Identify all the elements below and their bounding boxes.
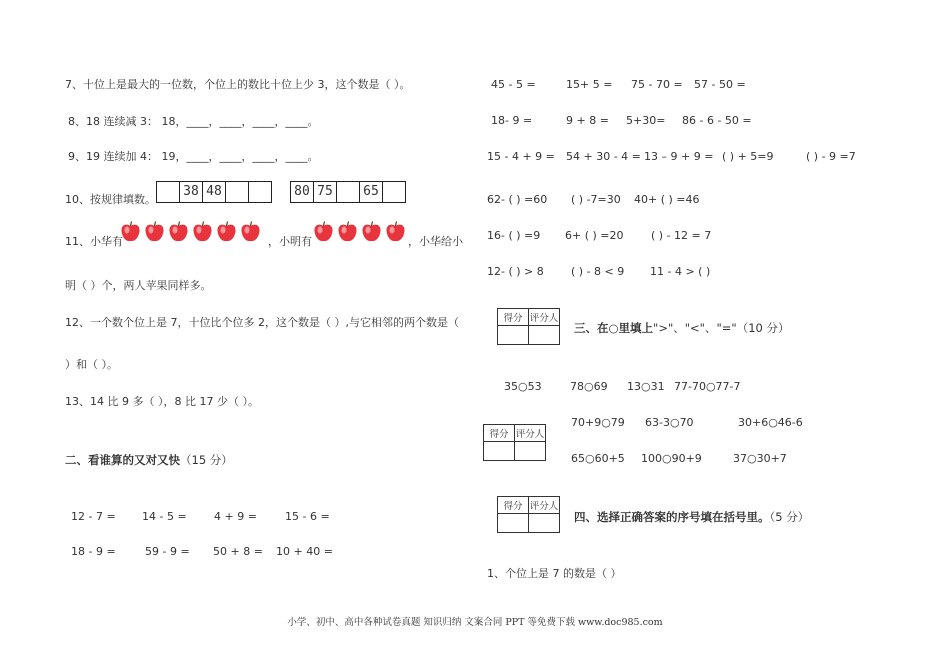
score-field[interactable] [498,326,529,345]
page-footer: 小学、初中、高中各种试卷真题 知识归纳 文案合同 PPT 等免费下载 www.doc985.com [287,617,663,628]
score-label: 得分 [498,309,529,326]
apple-icon [192,221,213,243]
sequence-cell: 65 [360,182,383,202]
calc-item: ( ) -7=30 [571,193,621,206]
compare-item: 77-70○77-7 [674,380,741,393]
sequence-box-2 [290,181,406,203]
sequence-cell[interactable] [383,182,405,202]
compare-item: 78○69 [570,380,608,393]
score-label: 得分 [498,497,529,514]
section-3-heading [574,321,790,335]
section-4-title: 四、选择正确答案的序号填在括号里。 [574,510,770,524]
sequence-cell[interactable] [157,182,180,202]
apple-icon [120,221,141,243]
calc-item: 10 + 40 = [276,545,333,558]
calc-item: 57 - 50 = [694,78,746,91]
sequence-cell[interactable] [337,182,360,202]
grader-field[interactable] [515,442,546,461]
score-field[interactable] [498,514,529,533]
question-11-line2: 明（ ）个，两人苹果同样多。 [65,279,212,292]
calc-item: 15 - 4 + 9 = [487,150,555,163]
calc-item: 75 - 70 = [631,78,683,91]
score-field[interactable] [484,442,515,461]
calc-item: 54 + 30 - 4 = [566,150,641,163]
calc-item: 13 – 9 + 9 = [644,150,714,163]
sequence-cell: 48 [203,182,226,202]
question-7: 7、十位上是最大的一位数，个位上的数比十位上少 3，这个数是（ ）。 [65,78,411,91]
calc-item: 15+ 5 = [566,78,613,91]
section-2-heading [65,453,233,467]
compare-item: 70+9○79 [571,416,625,429]
score-label: 得分 [484,425,515,442]
xiaohua-apples [120,221,261,243]
calc-item: 12- ( ) > 8 [487,265,544,278]
score-box [497,308,560,345]
sequence-cell[interactable] [226,182,249,202]
compare-item: 30+6○46-6 [738,416,803,429]
grader-label: 评分人 [529,497,560,514]
section-2-points: （15 分） [180,453,233,467]
section-3-points: （10 分） [736,321,790,335]
question-12-line2: ）和（ ）。 [65,358,118,371]
grader-label: 评分人 [515,425,546,442]
calc-item: 6+ ( ) =20 [565,229,624,242]
calc-item: 62- ( ) =60 [487,193,548,206]
compare-item: 37○30+7 [733,452,787,465]
compare-item: 100○90+9 [641,452,702,465]
sequence-box-1 [156,181,272,203]
apple-icon [385,221,406,243]
calc-item: 50 + 8 = [213,545,263,558]
calc-item: 59 - 9 = [145,545,190,558]
question-8: 8、18 连续减 3： 18，____，____，____，____。 [68,115,319,128]
apple-icon [144,221,165,243]
sequence-cell: 80 [291,182,314,202]
question-10-label: 10、按规律填数。 [65,193,156,206]
choice-question-1: 1、个位上是 7 的数是（ ） [487,567,622,580]
question-11-end: ，小华给小 [408,235,463,248]
calc-item: 11 - 4 > ( ) [650,265,711,278]
apple-icon [361,221,382,243]
grader-label: 评分人 [529,309,560,326]
compare-item: 13○31 [627,380,665,393]
calc-item: 9 + 8 = [566,114,609,127]
question-12-line1: 12、一个数个位上是 7，十位比个位多 2，这个数是（ ）,与它相邻的两个数是（ [65,316,459,329]
question-11-start: 11、小华有 [65,235,123,248]
section-4-points: （5 分） [769,510,810,524]
question-13: 13、14 比 9 多（ ），8 比 17 少（ ）。 [65,395,259,408]
xiaoming-apples [313,221,406,243]
apple-icon [168,221,189,243]
calc-item: 16- ( ) =9 [487,229,541,242]
calc-item: 14 - 5 = [142,510,187,523]
section-3-symbols: ">"、"<"、"=" [653,321,737,335]
calc-item: 15 - 6 = [285,510,330,523]
calc-item: ( ) - 12 = 7 [651,229,712,242]
compare-item: 35○53 [504,380,542,393]
apple-icon [240,221,261,243]
calc-item: 18- 9 = [491,114,533,127]
score-box [483,424,546,461]
sequence-cell[interactable] [249,182,271,202]
sequence-cell: 38 [180,182,203,202]
compare-item: 63-3○70 [645,416,694,429]
apple-icon [313,221,334,243]
calc-item: ( ) + 5=9 [722,150,774,163]
calc-item: 40+ ( ) =46 [634,193,700,206]
calc-item: ( ) - 8 < 9 [571,265,625,278]
calc-item: 45 - 5 = [491,78,536,91]
apple-icon [337,221,358,243]
calc-item: 5+30= [626,114,666,127]
section-2-title: 二、看谁算的又对又快 [65,453,180,467]
calc-item: ( ) - 9 =7 [806,150,856,163]
section-3-title: 三、在○里填上 [574,321,654,335]
question-9: 9、19 连续加 4： 19，____，____，____，____。 [68,150,319,163]
calc-item: 4 + 9 = [214,510,257,523]
apple-icon [216,221,237,243]
grader-field[interactable] [529,514,560,533]
grader-field[interactable] [529,326,560,345]
score-box [497,496,560,533]
compare-item: 65○60+5 [571,452,625,465]
sequence-cell: 75 [314,182,337,202]
calc-item: 18 - 9 = [71,545,116,558]
calc-item: 86 - 6 - 50 = [682,114,752,127]
question-11-mid: ，小明有 [268,235,312,248]
section-4-heading [574,510,809,524]
calc-item: 12 - 7 = [71,510,116,523]
